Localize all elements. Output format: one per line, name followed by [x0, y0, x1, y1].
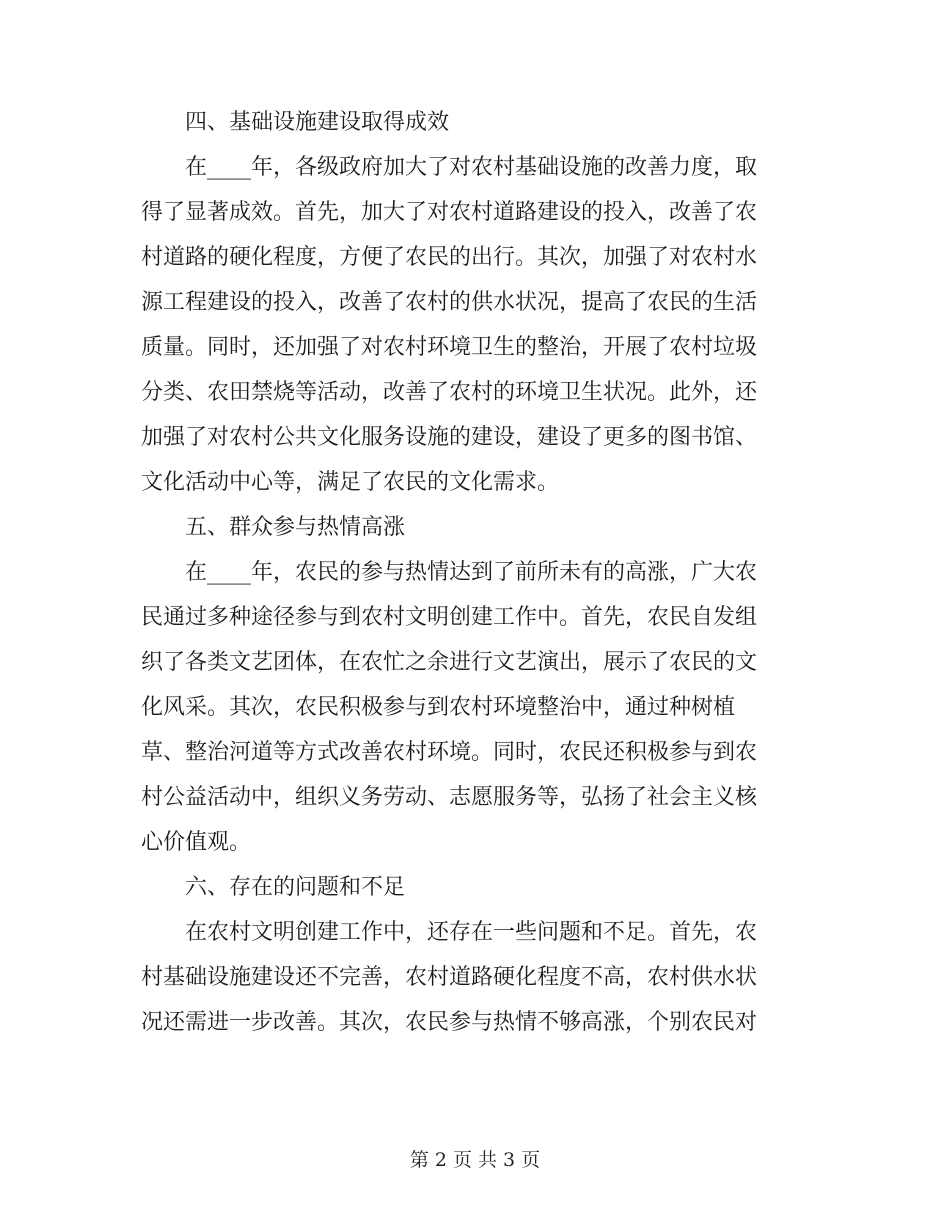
paragraph-line: 质量。同时，还加强了对农村环境卫生的整治，开展了农村垃圾	[141, 335, 758, 360]
paragraph-line: 得了显著成效。首先，加大了对农村道路建设的投入，改善了农	[141, 200, 758, 225]
section-heading: 五、群众参与热情高涨	[185, 515, 406, 540]
paragraph-line: 况还需进一步改善。其次，农民参与热情不够高涨，个别农民对	[141, 1010, 758, 1035]
paragraph-line: 化风采。其次，农民积极参与到农村环境整治中，通过种树植	[141, 695, 736, 720]
section-heading: 六、存在的问题和不足	[185, 875, 406, 900]
paragraph-line: 民通过多种途径参与到农村文明创建工作中。首先，农民自发组	[141, 605, 758, 630]
paragraph-line: 文化活动中心等，满足了农民的文化需求。	[141, 470, 560, 495]
paragraph-line: 村公益活动中，组织义务劳动、志愿服务等，弘扬了社会主义核	[141, 785, 758, 810]
paragraph-line: 村基础设施建设还不完善，农村道路硬化程度不高，农村供水状	[141, 965, 758, 990]
section-heading: 四、基础设施建设取得成效	[185, 110, 450, 135]
page-number-footer: 第 2 页 共 3 页	[409, 1149, 541, 1171]
paragraph-line: 织了各类文艺团体，在农忙之余进行文艺演出，展示了农民的文	[141, 650, 758, 675]
paragraph-line: 在____年，各级政府加大了对农村基础设施的改善力度，取	[185, 155, 758, 180]
paragraph-line: 村道路的硬化程度，方便了农民的出行。其次，加强了对农村水	[141, 245, 758, 270]
paragraph-line: 草、整治河道等方式改善农村环境。同时，农民还积极参与到农	[141, 740, 758, 765]
paragraph-line: 加强了对农村公共文化服务设施的建设，建设了更多的图书馆、	[141, 425, 758, 450]
paragraph-line: 在农村文明创建工作中，还存在一些问题和不足。首先，农	[185, 920, 758, 945]
paragraph-line: 在____年，农民的参与热情达到了前所未有的高涨，广大农	[185, 560, 758, 585]
paragraph-line: 心价值观。	[141, 830, 252, 855]
paragraph-line: 源工程建设的投入，改善了农村的供水状况，提高了农民的生活	[141, 290, 758, 315]
paragraph-line: 分类、农田禁烧等活动，改善了农村的环境卫生状况。此外，还	[141, 380, 758, 405]
